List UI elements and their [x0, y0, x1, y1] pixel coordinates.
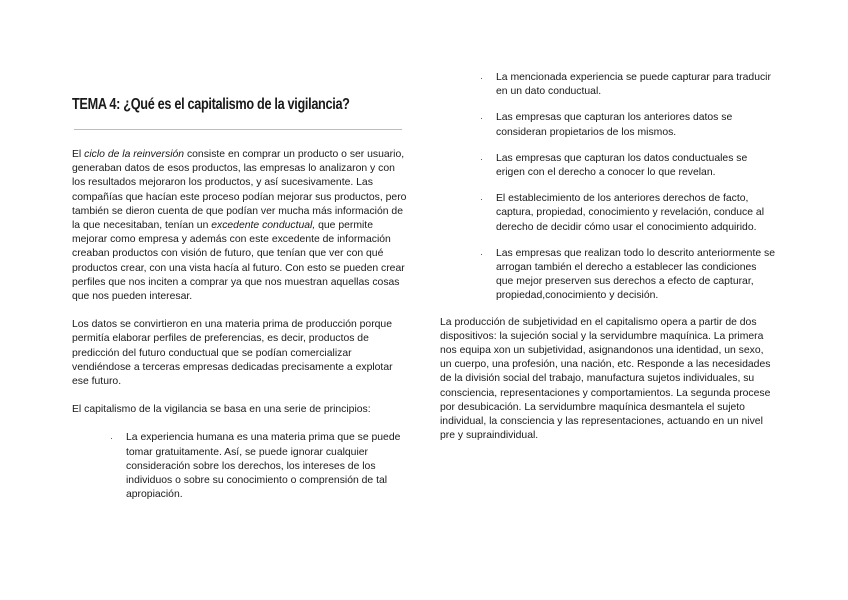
list-item-text: Las empresas que realizan todo lo descrito anteriormente se arrogan también el derecho a establecer las condiciones que mejor preserven sus derechos a efecto de capturar, propiedad,conocimiento y decisión.: [496, 247, 775, 302]
list-item-text: La experiencia humana es una materia prima que se puede tomar gratuitamente. Así, se puede ignorar cualquier consideración sobre los derechos, los intereses de los individuos o sobre su conocimiento o comprensión de tal apropiación.: [126, 432, 401, 501]
bullet-icon: ·: [480, 194, 483, 205]
text-run: que permite mejorar como empresa y además con este excedente de información creaban productos con visión de futuro, que tenían que ver con qué productos crear, con una vista hacía al futuro. Con esto se pueden crear perfiles que nos inciten a comprar ya que nos muestran aquellas cosas que nos pueden interesar.: [72, 220, 405, 303]
right-column: [440, 71, 776, 457]
bullet-icon: ·: [480, 248, 483, 259]
paragraph-reinversion: [72, 148, 408, 304]
list-item: [480, 247, 776, 304]
list-item: [480, 71, 776, 99]
text-run: consiste en comprar un producto o ser usuario, generaban datos de esos productos, las empresas lo analizaron y con los resultados mejoraron los productos, y así sucesivamente. Las compañías que hacían este proceso podían mejorar sus productos, pero también se dieron cuenta de que podían ver mucha más información de la que necesitaban, tenían un: [72, 149, 407, 232]
bullet-icon: ·: [480, 153, 483, 164]
paragraph-datos: Los datos se convirtieron en una materia prima de producción porque permitía elaborar perfiles de preferencias, es decir, productos de predicción del futuro conductual que se podían comercializar vendiéndose a terceras empresas dedicadas precisamente a explotar ese futuro.: [72, 319, 393, 388]
principles-list-right: [480, 71, 776, 304]
list-item: [480, 152, 776, 180]
list-item-text: Las empresas que capturan los anteriores datos se consideran propietarios de los mismos.: [496, 112, 733, 138]
italic-term-excedente: excedente conductual,: [211, 220, 316, 232]
list-item: [480, 111, 776, 139]
list-item: [110, 431, 408, 502]
title-divider: [74, 129, 402, 130]
italic-term-reinversion: ciclo de la reinversión: [84, 149, 185, 160]
paragraph-principios-intro: El capitalismo de la vigilancia se basa en una serie de principios:: [72, 404, 371, 416]
page-title: TEMA 4: ¿Qué es el capitalismo de la vigilancia?: [72, 96, 350, 114]
principles-list-left: [110, 431, 408, 502]
list-item: [480, 192, 776, 235]
bullet-icon: ·: [480, 113, 483, 124]
list-item-text: Las empresas que capturan los datos conductuales se erigen con el derecho a conocer lo que revelan.: [496, 152, 748, 179]
paragraph-subjetividad: La producción de subjetividad en el capitalismo opera a partir de dos dispositivos: la sujeción social y la servidumbre maquínica. La primera nos equipa xon un subjetividad, asignandonos una identidad, un sexo, un cuerpo, una profesión, una nación, etc. Responde a las necesidades de la división social del trabajo, manufactura sujetos individuales, su consciencia, representaciones y comportamientos. La segunda procese por desubicación. La servidumbre maquínica desmantela el sujeto individual, la consciencia y las representaciones, actuando en un nivel pre y supraindividual.: [440, 316, 771, 442]
text-run: El: [72, 149, 85, 160]
list-item-text: El establecimiento de los anteriores derechos de facto, captura, propiedad, conocimiento y revelación, conduce al derecho de decidir cómo usar el conocimiento adquirido.: [496, 193, 765, 233]
bullet-icon: ·: [480, 73, 483, 83]
left-column: [72, 148, 408, 516]
bullet-icon: ·: [110, 433, 113, 444]
list-item-text: La mencionada experiencia se puede capturar para traducir en un dato conductual.: [496, 72, 771, 98]
